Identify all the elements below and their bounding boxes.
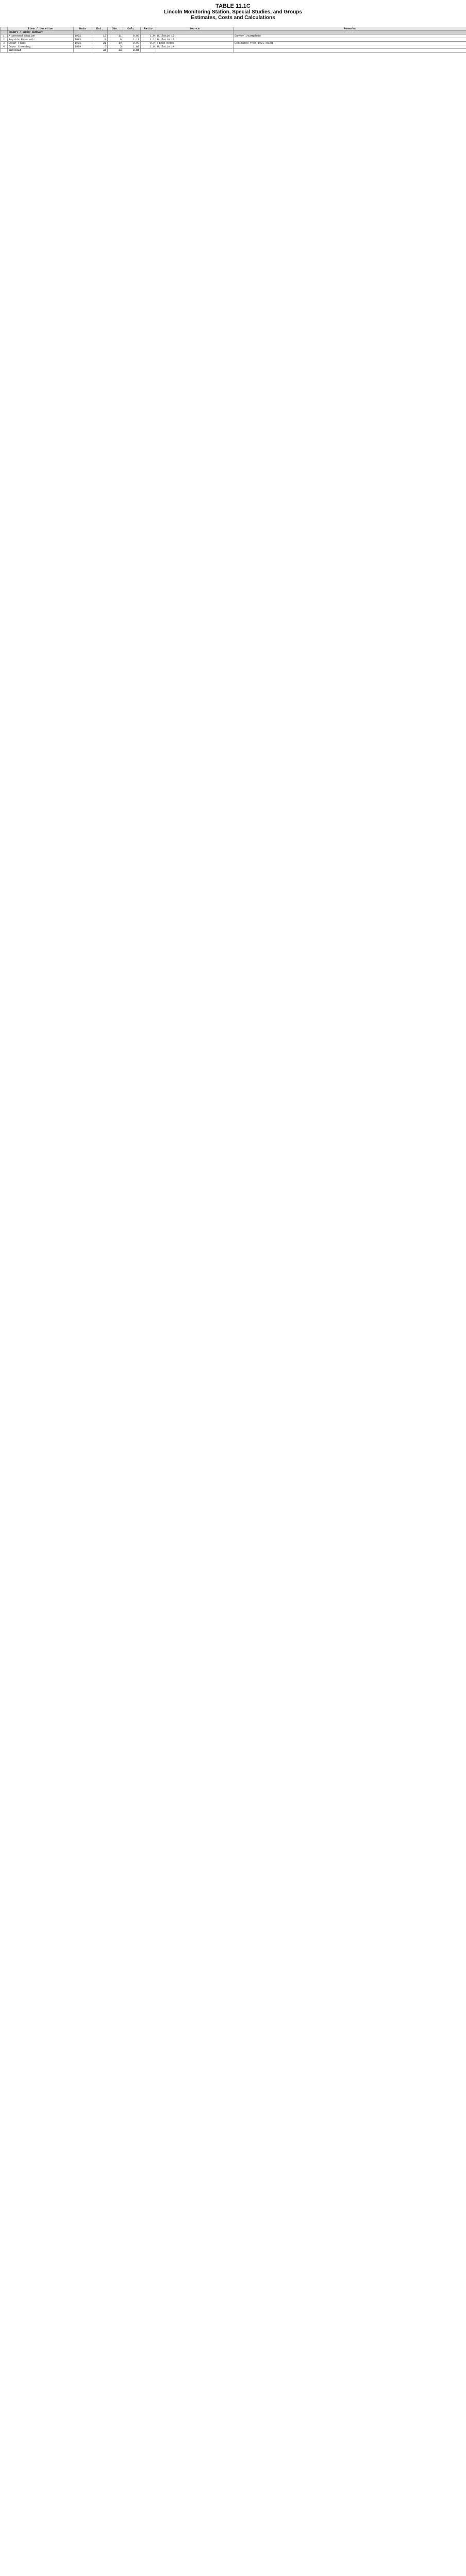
table-cell (123, 31, 141, 35)
table-cell: Field Notes (156, 42, 234, 45)
table-header-row (1, 27, 466, 31)
table-cell: Dover Crossing (8, 45, 74, 49)
table-title: Lincoln Monitoring Station, Special Studies, and Groups (164, 9, 302, 15)
table-cell: 12 (92, 35, 108, 38)
table-row (1, 42, 466, 45)
table-cell: 1.00 (123, 45, 141, 49)
table-cell (1, 31, 8, 35)
table-cell: Survey incomplete (234, 35, 466, 38)
table-body (1, 31, 466, 53)
table-cell: 19 (108, 42, 123, 45)
table-cell (156, 31, 234, 35)
column-header: Ratio (141, 27, 156, 31)
table-cell: 1.1 (141, 38, 156, 42)
table-cell (141, 31, 156, 35)
table-cell: 1.0 (141, 35, 156, 38)
table-cell: 1 (1, 35, 8, 38)
table-cell: 4 (1, 45, 8, 49)
table-cell: 1973 (74, 42, 92, 45)
column-header (1, 27, 8, 31)
table-cell: 9 (108, 38, 123, 42)
table-cell: 1974 (74, 45, 92, 49)
table-cell: 21 (92, 42, 108, 45)
table-cell: 3 (1, 42, 8, 45)
table-cell: Bulletin 12 (156, 35, 234, 38)
table-cell: 1972 (74, 35, 92, 38)
column-header: Remarks (234, 27, 466, 31)
table-cell (156, 49, 234, 53)
table-cell: 8 (92, 38, 108, 42)
table-cell (74, 49, 92, 53)
column-header: Source (156, 27, 234, 31)
table-cell: 44 (108, 49, 123, 53)
table-cell: Subtotal (8, 49, 74, 53)
table-cell: Bulletin 12 (156, 38, 234, 42)
table-cell: Bulletin 14 (156, 45, 234, 49)
table-cell: Bayside Reservoir (8, 38, 74, 42)
table-cell (1, 49, 8, 53)
document-header (0, 0, 466, 21)
table-row (1, 45, 466, 49)
table-cell: 1.13 (123, 38, 141, 42)
column-header: Date (74, 27, 92, 31)
table-cell: 1973 (74, 38, 92, 42)
table-cell: 11 (108, 35, 123, 38)
table-cell: 0.90 (123, 42, 141, 45)
table-cell: 46 (92, 49, 108, 53)
table-cell: 1.0 (141, 45, 156, 49)
table-cell: Estimated from 1971 count (234, 42, 466, 45)
table-cell (141, 49, 156, 53)
table-cell: 2 (1, 38, 8, 42)
table-cell: 0.9 (141, 42, 156, 45)
table-cell: 5 (108, 45, 123, 49)
section-row (1, 31, 466, 35)
table-cell: Cedar Flats (8, 42, 74, 45)
table-cell: COUNTY / GROUP SUMMARY (8, 31, 74, 35)
table-cell (74, 31, 92, 35)
table-cell (92, 31, 108, 35)
table-row (1, 38, 466, 42)
column-header: Calc. (123, 27, 141, 31)
table-number: TABLE 11.1C (215, 3, 251, 9)
table-cell: 5 (92, 45, 108, 49)
table-cell (108, 31, 123, 35)
table-cell (234, 49, 466, 53)
total-row (1, 49, 466, 53)
table-cell (234, 45, 466, 49)
table-row (1, 35, 466, 38)
table-cell: 0.96 (123, 49, 141, 53)
table-cell (234, 31, 466, 35)
table-cell: Alderwood Station (8, 35, 74, 38)
column-header: Est. (92, 27, 108, 31)
column-header: Item / Location (8, 27, 74, 31)
data-table (0, 27, 466, 53)
table-cell: 0.92 (123, 35, 141, 38)
table-subtitle: Estimates, Costs and Calculations (191, 15, 275, 21)
column-header: Obs. (108, 27, 123, 31)
table-cell (234, 38, 466, 42)
